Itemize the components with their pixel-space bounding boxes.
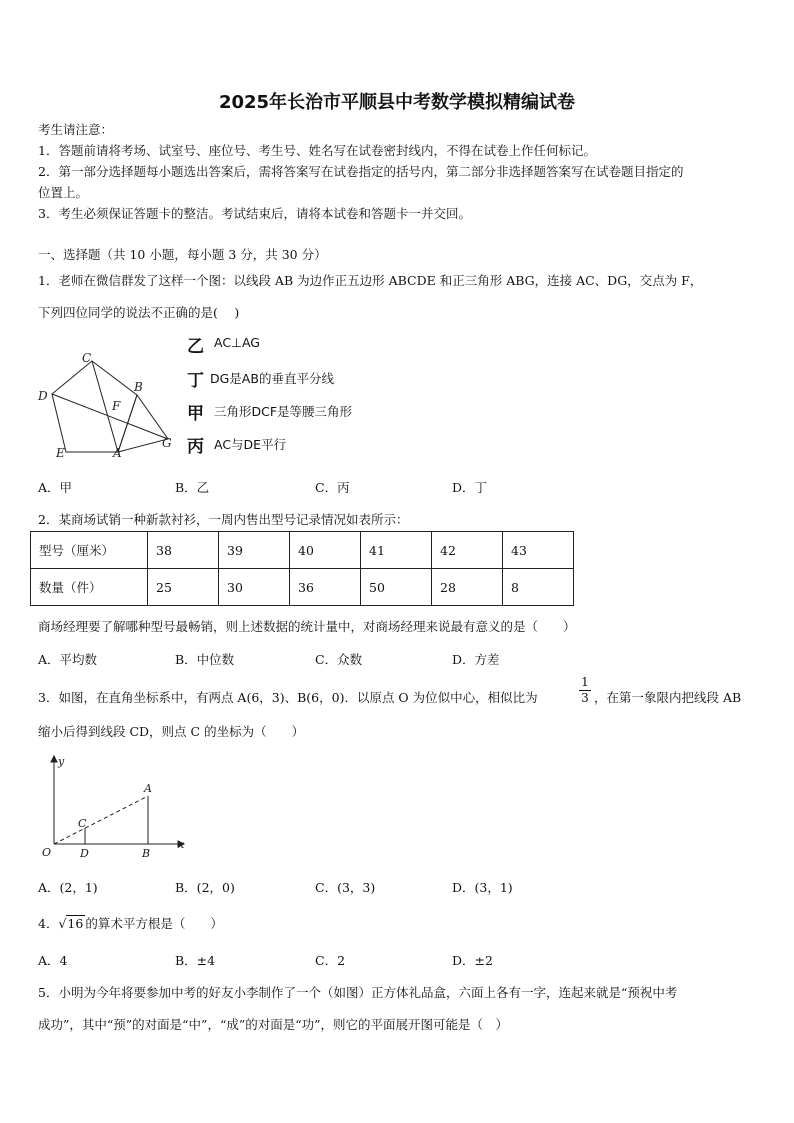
section-heading: 一、选择题（共 10 小题，每小题 3 分，共 30 分） [38,247,327,262]
segment-dg [52,394,168,439]
q1-stem-line2: 下列四位同学的说法不正确的是( ) [38,305,240,320]
notice-heading: 考生请注意： [38,122,114,137]
q4-suffix: 的算术平方根是（ ） [85,916,223,931]
label-g: G [162,436,172,450]
q3-fraction [579,676,591,705]
q1-statement-2-text: DG是AB的垂直平分线 [210,371,334,386]
radicand: 16 [67,916,84,931]
q2-stem-line2: 商场经理要了解哪种型号最畅销，则上述数据的统计量中，对商场经理来说最有意义的是（ ） [38,619,576,634]
table-cell: 数量（件） [31,569,148,606]
q3-option-d: D．(3，1) [452,880,513,895]
table-cell: 50 [361,569,432,606]
q2-data-table [30,531,574,606]
label-d: D [80,847,89,860]
q1-pentagon-figure [30,345,190,465]
q1-option-c: C．丙 [315,480,350,495]
sqrt-expression: √16 [58,916,84,931]
q3-stem-line1-pre: 3．如图，在直角坐标系中，有两点 A(6，3)、B(6，0)．以原点 O 为位似中心，相似比为 [38,690,538,705]
q1-statement-1-text: AC⊥AG [214,335,260,350]
label-a: A [144,782,152,795]
table-cell: 43 [503,532,574,569]
q2-stem-line1: 2．某商场试销一种新款衬衫，一周内售出型号记录情况如表所示： [38,512,409,527]
notice-item-1: 1．答题前请将考场、试室号、座位号、考生号、姓名写在试卷密封线内，不得在试卷上作任何标记。 [38,143,596,158]
table-cell: 36 [290,569,361,606]
table-cell: 41 [361,532,432,569]
triangle-abg [118,395,168,452]
table-cell: 型号（厘米） [31,532,148,569]
label-b: B [134,380,143,394]
q1-option-a: A．甲 [38,480,73,495]
q4-option-d: D．±2 [452,953,493,968]
table-cell: 39 [219,532,290,569]
table-cell: 30 [219,569,290,606]
fraction-denominator: 3 [581,691,589,705]
q5-stem-line1: 5．小明为今年将要参加中考的好友小李制作了一个（如图）正方体礼品盒，六面上各有一字，连起来就是“预祝中考 [38,985,678,1000]
q1-statement-2-person: 丁 [187,371,204,391]
fraction-numerator: 1 [581,675,589,689]
q3-option-b: B．(2，0) [175,880,235,895]
q2-option-a: A．平均数 [38,652,98,667]
q1-statement-3-person: 甲 [187,404,204,424]
notice-item-2-cont: 位置上。 [38,185,89,200]
notice-item-3: 3．考生必须保证答题卡的整洁。考试结束后，请将本试卷和答题卡一并交回。 [38,206,471,221]
q2-option-b: B．中位数 [175,652,235,667]
table-row [31,569,574,606]
table-cell: 42 [432,532,503,569]
label-a: A [113,446,122,460]
label-f: F [112,399,121,413]
q4-option-a: A．4 [38,953,68,968]
table-cell: 8 [503,569,574,606]
table-cell: 38 [148,532,219,569]
label-x: x [178,838,185,851]
dashed-line-oa [54,796,148,844]
q1-statement-4-text: AC与DE平行 [214,437,287,452]
q1-option-d: D．丁 [452,480,488,495]
notice-item-2: 2．第一部分选择题每小题选出答案后，需将答案写在试卷指定的括号内，第二部分非选择题答案写在试卷题目指定的 [38,164,684,179]
label-y: y [58,755,65,768]
table-cell: 28 [432,569,503,606]
q4-stem [38,914,223,932]
label-b: B [142,847,151,860]
q1-stem-line1: 1．老师在微信群发了这样一个图：以线段 AB 为边作正五边形 ABCDE 和正三角形 ABG，连接 AC、DG，交点为 F， [38,273,703,288]
q2-option-c: C．众数 [315,652,363,667]
q3-option-c: C．(3，3) [315,880,376,895]
label-e: E [56,446,65,460]
q1-statement-3-text: 三角形DCF是等腰三角形 [214,404,353,419]
q5-stem-line2: 成功”，其中“预”的对面是“中”，“成”的对面是“功”，则它的平面展开图可能是（ ） [38,1017,509,1032]
q1-statement-1-person: 乙 [187,337,204,357]
label-d: D [38,389,48,403]
label-c: C [78,817,87,830]
table-cell: 40 [290,532,361,569]
q3-stem-line2: 缩小后得到线段 CD，则点 C 的坐标为（ ） [38,724,305,739]
table-row [31,532,574,569]
pentagon-abcde [52,361,137,452]
q4-option-b: B．±4 [175,953,216,968]
q1-statement-4-person: 丙 [187,437,204,457]
q2-option-d: D．方差 [452,652,500,667]
q4-prefix: 4． [38,916,59,931]
q1-option-b: B．乙 [175,480,210,495]
q3-coordinate-figure [38,754,188,864]
label-c: C [82,351,92,365]
q3-option-a: A．(2，1) [38,880,98,895]
page-title: 2025年长治市平顺县中考数学模拟精编试卷 [218,92,576,113]
y-axis-arrow-icon [51,756,57,762]
q3-stem-line1-post: ，在第一象限内把线段 AB [594,690,742,705]
q4-option-c: C．2 [315,953,346,968]
label-o: O [42,846,52,859]
table-cell: 25 [148,569,219,606]
